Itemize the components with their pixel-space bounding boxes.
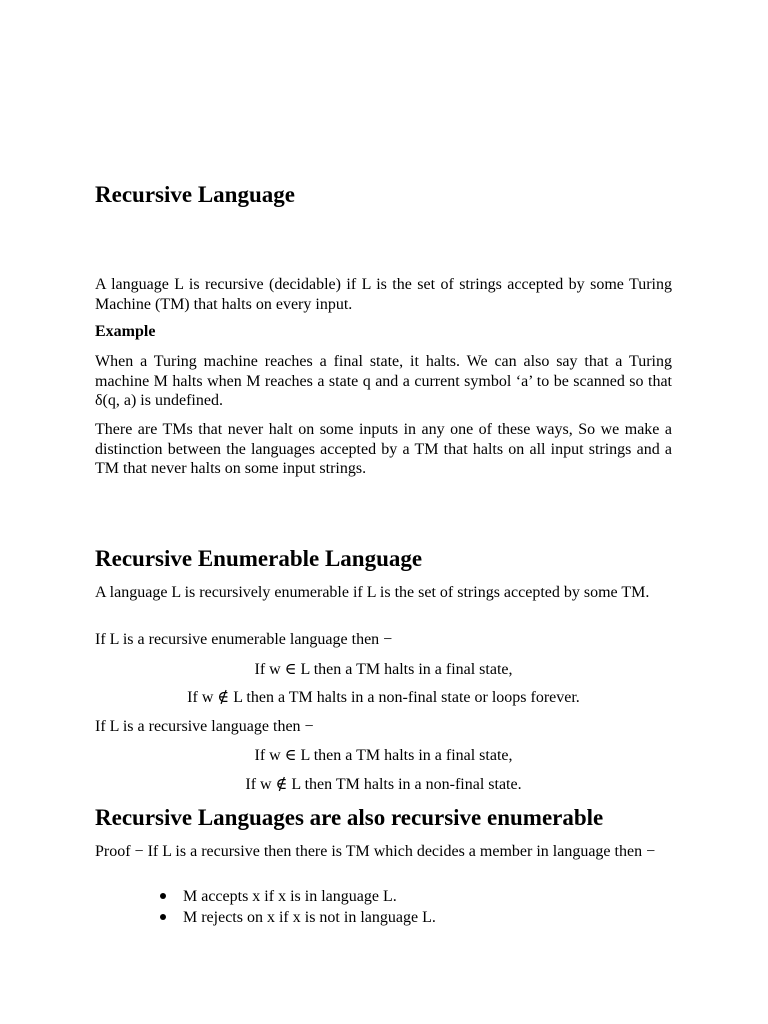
- list-item-text: M rejects on x if x is not in language L.: [183, 909, 436, 926]
- distinction-text: There are TMs that never halt on some inputs in any one of these ways, So we make a distinction between the languages accepted by a TM that halts on all input strings and a TM that never halts on some input strings.: [95, 421, 672, 477]
- list-item-text: M accepts x if x is in language L.: [183, 888, 397, 905]
- section-title-recursive-also-re: Recursive Languages are also recursive enumerable: [95, 805, 604, 830]
- recursive-definition: A language L is recursive (decidable) if L is the set of strings accepted by some Turing Machine (TM) that halts on every input.: [95, 276, 672, 313]
- example-heading: Example: [95, 323, 156, 340]
- re-case-member: If w ∈ L then a TM halts in a final state,: [254, 661, 513, 678]
- list-item: [95, 886, 436, 907]
- section-title-re-language: Recursive Enumerable Language: [95, 546, 423, 571]
- rec-case-member: If w ∈ L then a TM halts in a final state,: [254, 747, 513, 764]
- example-text: When a Turing machine reaches a final state, it halts. We can also say that a Turing machine M halts when M reaches a state q and a current symbol ‘a’ to be scanned so that δ(q, a) is undefined.: [95, 353, 672, 409]
- proof-bullet-list: [95, 886, 436, 928]
- rec-intro: If L is a recursive language then −: [95, 718, 314, 735]
- section-title-recursive-language: Recursive Language: [95, 182, 295, 207]
- rec-case-nonmember: If w ∉ L then TM halts in a non-final state.: [245, 776, 522, 793]
- list-item: [95, 907, 436, 928]
- re-definition: A language L is recursively enumerable if L is the set of strings accepted by some TM.: [95, 584, 650, 601]
- proof-text: Proof − If L is a recursive then there is TM which decides a member in language then −: [95, 843, 656, 860]
- re-case-nonmember: If w ∉ L then a TM halts in a non-final state or loops forever.: [187, 689, 580, 706]
- bullet-icon: [160, 893, 166, 899]
- bullet-icon: [160, 914, 166, 920]
- re-intro: If L is a recursive enumerable language then −: [95, 631, 393, 648]
